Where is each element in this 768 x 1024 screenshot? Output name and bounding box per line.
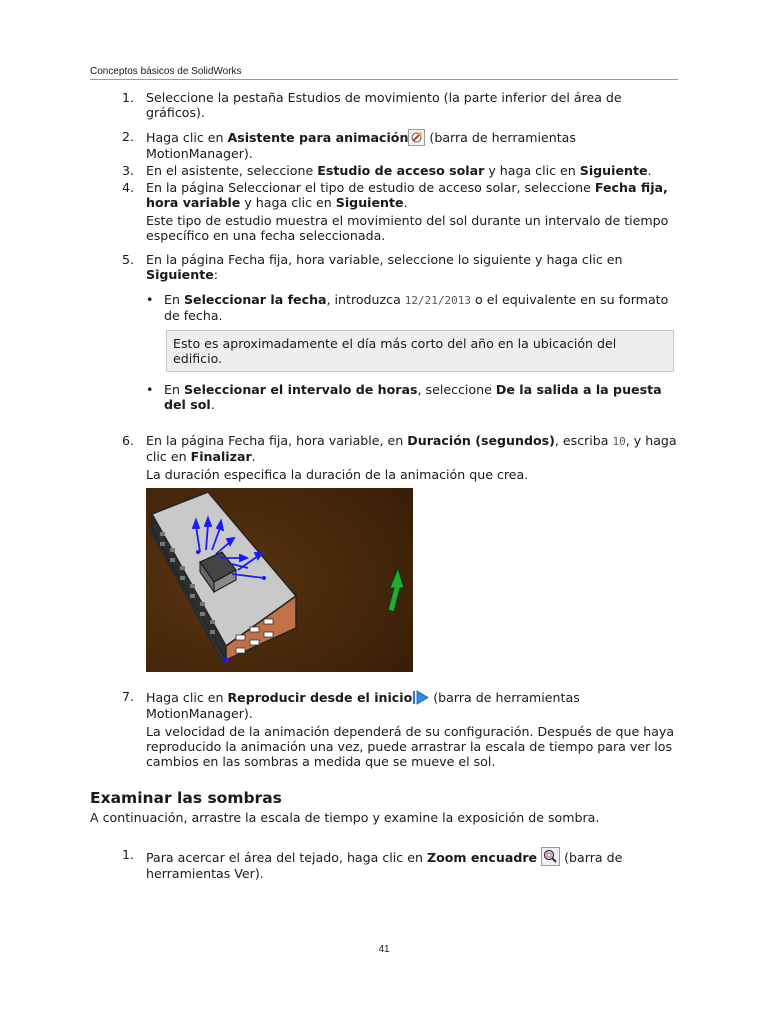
step-number: 6.	[122, 433, 135, 448]
bold-term: Fecha fija, hora variable	[146, 180, 668, 210]
step-text: En la página Seleccionar el tipo de estudio de acceso solar, seleccione	[146, 180, 595, 195]
animation-wizard-icon[interactable]	[408, 129, 425, 146]
bold-term: Estudio de acceso solar	[317, 163, 485, 178]
step-text: Haga clic en	[146, 130, 228, 145]
bullet-select-hours	[90, 382, 680, 412]
step-text: En la página Fecha fija, hora variable, en	[146, 433, 408, 448]
bold-term: Finalizar	[190, 449, 252, 464]
step-5	[90, 252, 680, 282]
bullet-text: .	[210, 397, 215, 412]
step-text: (barra de herramientas MotionManager).	[146, 130, 576, 161]
step-text: .	[251, 449, 256, 464]
bullet-text: En	[164, 382, 184, 397]
step-number: 3.	[122, 163, 135, 178]
bullet-text: , seleccione	[417, 382, 496, 397]
page-number: 41	[378, 944, 390, 955]
step-number: 1.	[122, 90, 135, 105]
step-number: 7.	[122, 689, 135, 704]
bullet-text: , introduzca	[326, 292, 405, 307]
running-header: Conceptos básicos de SolidWorks	[90, 66, 678, 80]
bold-term: Duración (segundos)	[407, 433, 555, 448]
date-code: 12/21/2013	[404, 294, 472, 307]
step-note: La velocidad de la animación dependerá de su configuración. Después de que haya reproducido la animación una vez, puede arrastrar la escala de tiempo para ver los cambios en las sombras a medida que se mueve el sol.	[146, 724, 675, 769]
play-from-start-icon[interactable]	[412, 689, 429, 706]
step-text: , escriba	[554, 433, 613, 448]
step-6	[90, 433, 680, 482]
step-text: :	[213, 267, 219, 282]
sun-study-screenshot	[146, 488, 413, 672]
step-text: y haga clic en	[240, 195, 336, 210]
bullet-text: o el equivalente en su formato de fecha.	[164, 292, 669, 323]
note-box: Esto es aproximadamente el día más corto del año en la ubicación del edificio.	[166, 330, 674, 372]
step-text: Haga clic en	[146, 690, 228, 705]
step-text: (barra de herramientas MotionManager).	[146, 690, 580, 721]
bold-term: Siguiente	[579, 163, 648, 178]
play-from-start-label: Reproducir desde el inicio	[227, 690, 413, 705]
bullet-select-date	[90, 292, 680, 323]
step-text: Seleccione la pestaña Estudios de movimiento (la parte inferior del área de gráficos).	[146, 90, 622, 120]
animation-wizard-label: Asistente para animación	[227, 130, 409, 145]
bold-term: Seleccionar la fecha	[183, 292, 327, 307]
bullet-dot: •	[146, 382, 154, 397]
step-number: 1.	[122, 847, 135, 862]
bullet-dot: •	[146, 292, 154, 307]
step-number: 5.	[122, 252, 135, 267]
step-text: .	[647, 163, 652, 178]
section-intro: A continuación, arrastre la escala de tiempo y examine la exposición de sombra.	[90, 810, 600, 825]
step-note: Este tipo de estudio muestra el movimiento del sol durante un intervalo de tiempo específico en una fecha seleccionada.	[146, 213, 669, 243]
duration-code: 10	[612, 435, 626, 448]
step-3	[90, 163, 680, 178]
step-text: En el asistente, seleccione	[146, 163, 318, 178]
step-text: En la página Fecha fija, hora variable, seleccione lo siguiente y haga clic en	[146, 252, 623, 267]
bold-term: De la salida a la puesta del sol	[164, 382, 662, 412]
step-note: La duración especifica la duración de la animación que crea.	[146, 467, 529, 482]
step-7	[90, 689, 680, 769]
step-text: (barra de herramientas Ver).	[146, 850, 623, 881]
step-number: 2.	[122, 129, 135, 144]
bold-term: Seleccionar el intervalo de horas	[183, 382, 418, 397]
bold-term: Siguiente	[146, 267, 214, 282]
step-2	[90, 129, 680, 161]
zoom-to-area-label: Zoom encuadre	[426, 850, 538, 865]
page-content	[90, 90, 680, 881]
step-text: , y haga clic en	[146, 433, 677, 464]
step-text: Para acercar el área del tejado, haga clic en	[146, 850, 427, 865]
step-text: y haga clic en	[484, 163, 580, 178]
zoom-to-area-icon[interactable]	[541, 847, 560, 866]
bullet-text: En	[164, 292, 184, 307]
bold-term: Siguiente	[335, 195, 404, 210]
step-number: 4.	[122, 180, 135, 195]
step-1	[90, 90, 680, 120]
step-text: .	[403, 195, 408, 210]
section-heading: Examinar las sombras	[90, 789, 282, 807]
section-step-1	[90, 847, 680, 881]
step-4	[90, 180, 680, 243]
